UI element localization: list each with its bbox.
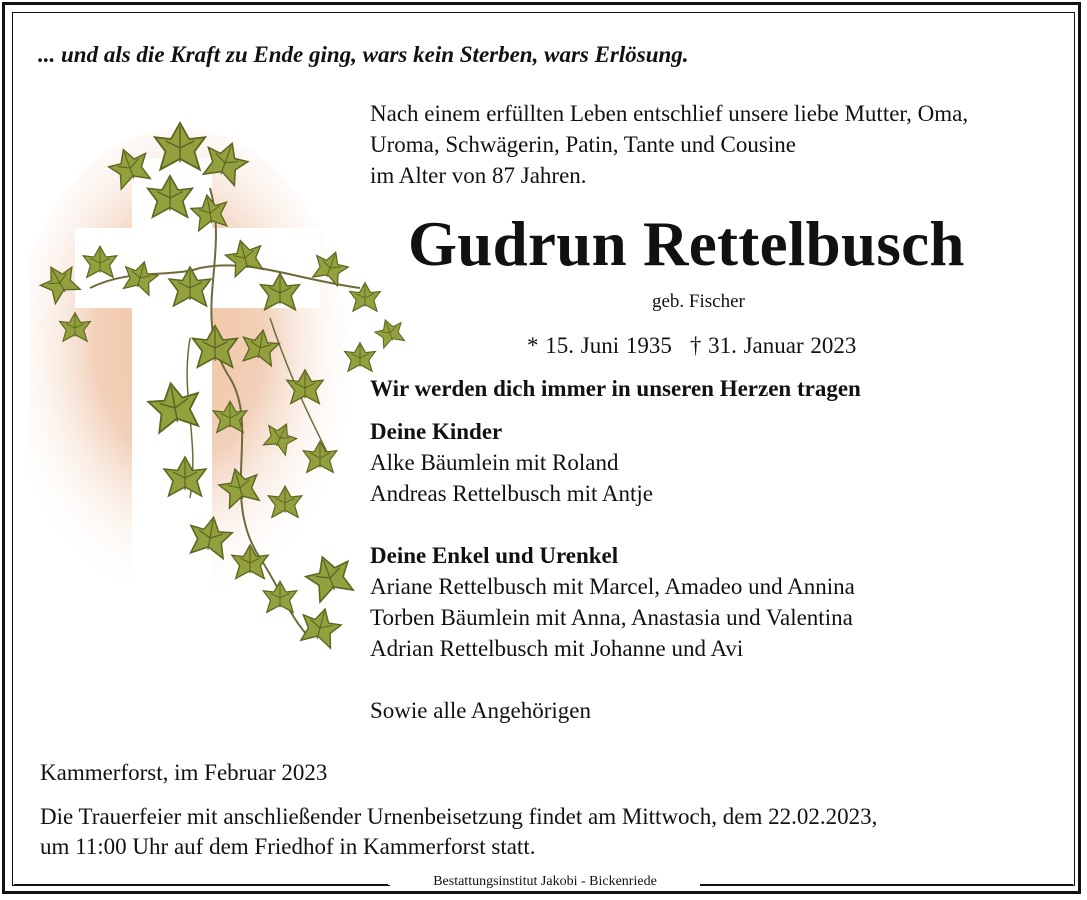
- list-item: Andreas Rettelbusch mit Antje: [370, 481, 653, 506]
- intro-line: Uroma, Schwägerin, Patin, Tante und Cousine: [370, 132, 796, 157]
- children-section: [370, 416, 653, 509]
- list-item: Ariane Rettelbusch mit Marcel, Amadeo und Annina: [370, 574, 855, 599]
- death-date: † 31. Januar 2023: [689, 333, 857, 358]
- intro-line: im Alter von 87 Jahren.: [370, 163, 587, 188]
- list-item: Alke Bäumlein mit Roland: [370, 450, 619, 475]
- place-date: Kammerforst, im Februar 2023: [40, 760, 328, 785]
- funeral-line: Die Trauerfeier mit anschließender Urnenbeisetzung findet am Mittwoch, dem 22.02.2023,: [40, 804, 878, 829]
- grandchildren-heading: Deine Enkel und Urenkel: [370, 543, 619, 568]
- funeral-home-credit: Bestattungsinstitut Jakobi - Bickenriede: [390, 874, 700, 890]
- intro-text: [370, 98, 968, 191]
- footer-rule-left: [14, 884, 388, 886]
- birth-name: geb. Fischer: [652, 291, 745, 312]
- motto: ... und als die Kraft zu Ende ging, wars kein Sterben, wars Erlösung.: [38, 42, 689, 67]
- funeral-notice: [40, 802, 877, 862]
- intro-line: Nach einem erfüllten Leben entschlief unsere liebe Mutter, Oma,: [370, 101, 969, 126]
- life-dates: [527, 333, 856, 359]
- grandchildren-section: [370, 540, 855, 664]
- birth-date: * 15. Juni 1935: [527, 333, 672, 358]
- children-heading: Deine Kinder: [370, 419, 503, 444]
- footer-rule-right: [700, 884, 1073, 886]
- relatives-line: Sowie alle Angehörigen: [370, 698, 592, 723]
- list-item: Adrian Rettelbusch mit Johanne und Avi: [370, 636, 744, 661]
- deceased-name: Gudrun Rettelbusch: [408, 209, 965, 279]
- memorial-quote: Wir werden dich immer in unseren Herzen tragen: [370, 376, 861, 401]
- funeral-line: um 11:00 Uhr auf dem Friedhof in Kammerforst statt.: [40, 834, 536, 859]
- list-item: Torben Bäumlein mit Anna, Anastasia und Valentina: [370, 605, 853, 630]
- cross-with-ivy-icon: [30, 118, 410, 658]
